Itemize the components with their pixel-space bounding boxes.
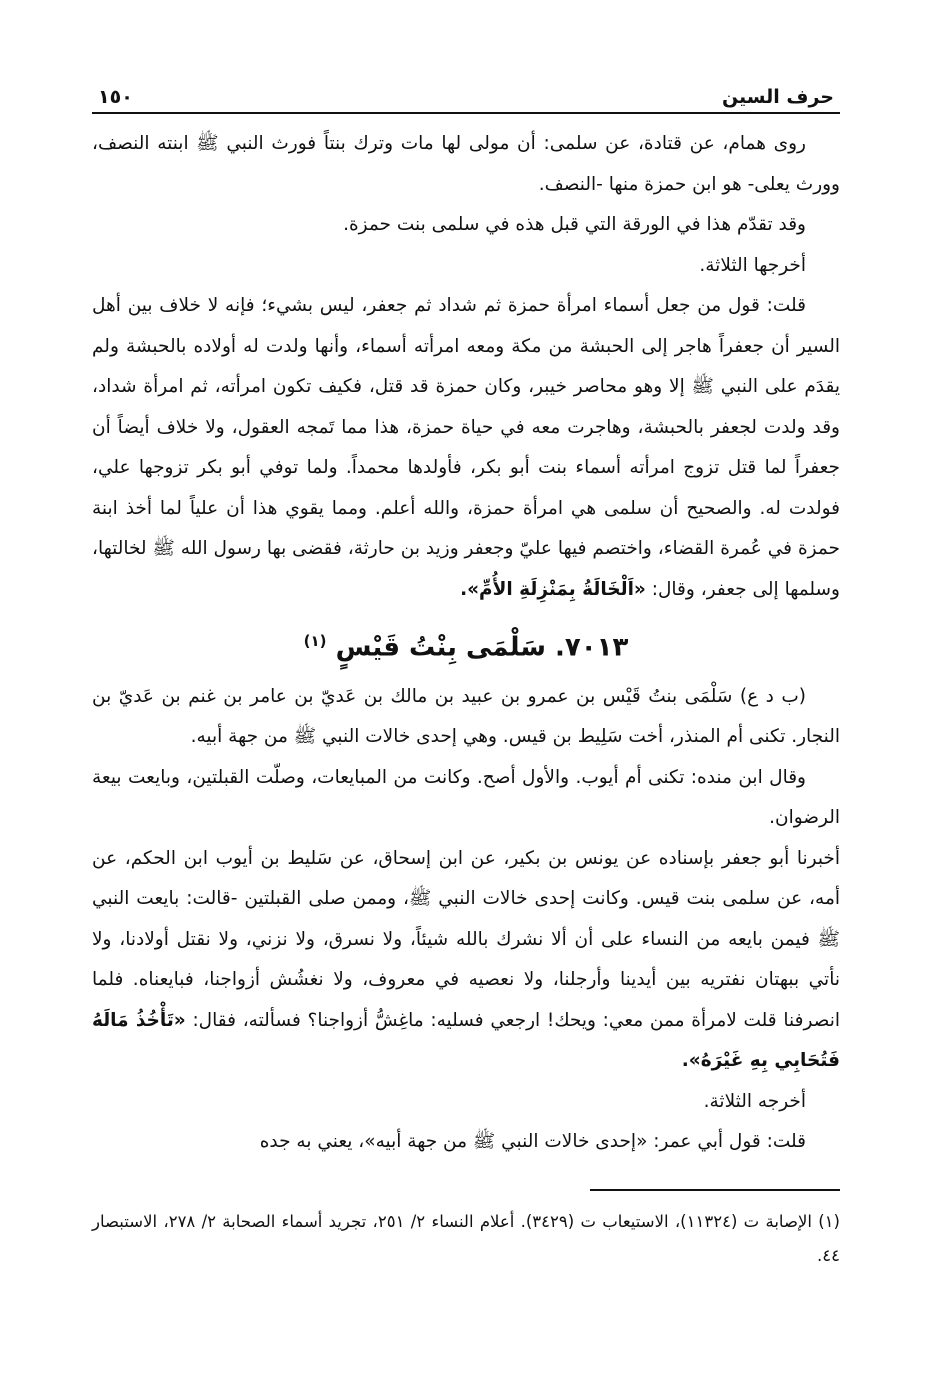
page-body: [92, 124, 840, 1163]
paragraph-text: أخرجها الثلاثة.: [699, 254, 806, 276]
entry-paragraph: [92, 1122, 840, 1163]
footnote-text: (١) الإصابة ت (١١٣٢٤)، الاستيعاب ت (٣٤٢٩). أعلام النساء ٢/ ٢٥١، تجريد أسماء الصحابة ٢/ ٢٧٨، الاستبصار ٤٤.: [92, 1211, 840, 1265]
paragraph-text: وقد تقدّم هذا في الورقة التي قبل هذه في سلمى بنت حمزة.: [343, 214, 806, 235]
paragraph-text: أخبرنا أبو جعفر بإسناده عن يونس بن بكير، عن ابن إسحاق، عن سَليط بن أيوب ابن الحكم، عن أمه، عن سلمى بنت قيس. وكانت إحدى خالات النبي ﷺ، وممن صلى القبلتين -قالت: بايعت النبي ﷺ فيمن بايعه من النساء على أن ألا نشرك بالله شيئاً، ولا نسرق، ولا نزني، ولا نقتل أولادنا، ولا نأتي ببهتان نفتريه بين أيدينا وأرجلنا، ولا نعصيه في معروف، ولا نغشُش أزواجنا، فبايعناه. فلما انصرفنا قلت لامرأة ممن معي: ويحك! ارجعي فسليه: ماغِشُّ أزواجنا؟ فسألته، فقال:: [92, 847, 840, 1031]
paragraph-text: قلت: قول أبي عمر: «إحدى خالات النبي ﷺ من جهة أبيه»، يعني به جده: [259, 1131, 806, 1153]
paragraph-text: وقال ابن منده: تكنى أم أيوب. والأول أصح. وكانت من المبايعات، وصلّت القبلتين، وبايعت بيعة الرضوان.: [92, 766, 840, 829]
paragraph: [92, 246, 840, 287]
hadith-quote: «تَأْخُذُ مَالَهُ فَتُحَابِي بِهِ غَيْرَهُ».: [92, 1009, 840, 1072]
footnote-divider: [590, 1189, 840, 1191]
page-number: ١٥٠: [98, 86, 133, 108]
entry-paragraph: [92, 1082, 840, 1123]
entry-paragraph: [92, 758, 840, 839]
entry-title: ٧٠١٣. سَلْمَى بِنْتُ قَيْسٍ: [335, 632, 629, 663]
paragraph: [92, 205, 840, 246]
paragraph-text: أخرجه الثلاثة.: [703, 1090, 806, 1112]
book-page: [92, 78, 840, 1338]
hadith-quote: «اَلْخَالَةُ بِمَنْزِلَةِ الأُمِّ».: [460, 578, 646, 600]
running-title: حرف السين: [721, 86, 834, 108]
paragraph-text: قلت: قول من جعل أسماء امرأة حمزة ثم شداد ثم جعفر، ليس بشيء؛ فإنه لا خلاف بين أهل السير أن جعفراً هاجر إلى الحبشة من مكة ومعه امرأته أسماء، وأنها ولدت له أولاده بالحبشة ولم يقدَم على النبي ﷺ إلا وهو محاصر خيبر، وكان حمزة قد قتل، فكيف تكون امرأته، ثم امرأة شداد، وقد ولدت لجعفر بالحبشة، وهاجرت معه في حياة حمزة، هذا مما تَمجه العقول، ولا خلاف أيضاً أن جعفراً لما قتل تزوج امرأته أسماء بنت أبو بكر، فأولدها محمداً. ولما توفي أبو بكر تزوجها علي، فولدت له. والصحيح أن سلمى هي امرأة حمزة، والله أعلم. ومما يقوي هذا أن علياً لما أخذ ابنة حمزة في عُمرة القضاء، واختصم فيها عليّ وجعفر وزيد بن حارثة، فقضى بها رسول الله ﷺ لخالتها، وسلمها إلى جعفر، وقال:: [92, 295, 840, 600]
paragraph: [92, 286, 840, 610]
footnote-marker: (١): [303, 632, 327, 650]
page-header: [92, 78, 840, 114]
entry-paragraph: [92, 677, 840, 758]
paragraph-text: روى همام، عن قتادة، عن سلمى: أن مولى لها مات وترك بنتاً فورث النبي ﷺ ابنته النصف، وورث يعلى- هو ابن حمزة منها -النصف.: [92, 133, 840, 195]
paragraph: [92, 124, 840, 205]
paragraph-text: (ب د ع) سَلْمَى بنتُ قَيْس بن عمرو بن عبيد بن مالك بن عَديّ بن عامر بن غنم بن عَديّ بن النجار. تكنى أم المنذر، أخت سَلِيط بن قيس. وهي إحدى خالات النبي ﷺ من جهة أبيه.: [92, 685, 840, 748]
entry-heading: [92, 614, 840, 675]
entry-paragraph: [92, 839, 840, 1082]
footnote: [92, 1205, 840, 1273]
